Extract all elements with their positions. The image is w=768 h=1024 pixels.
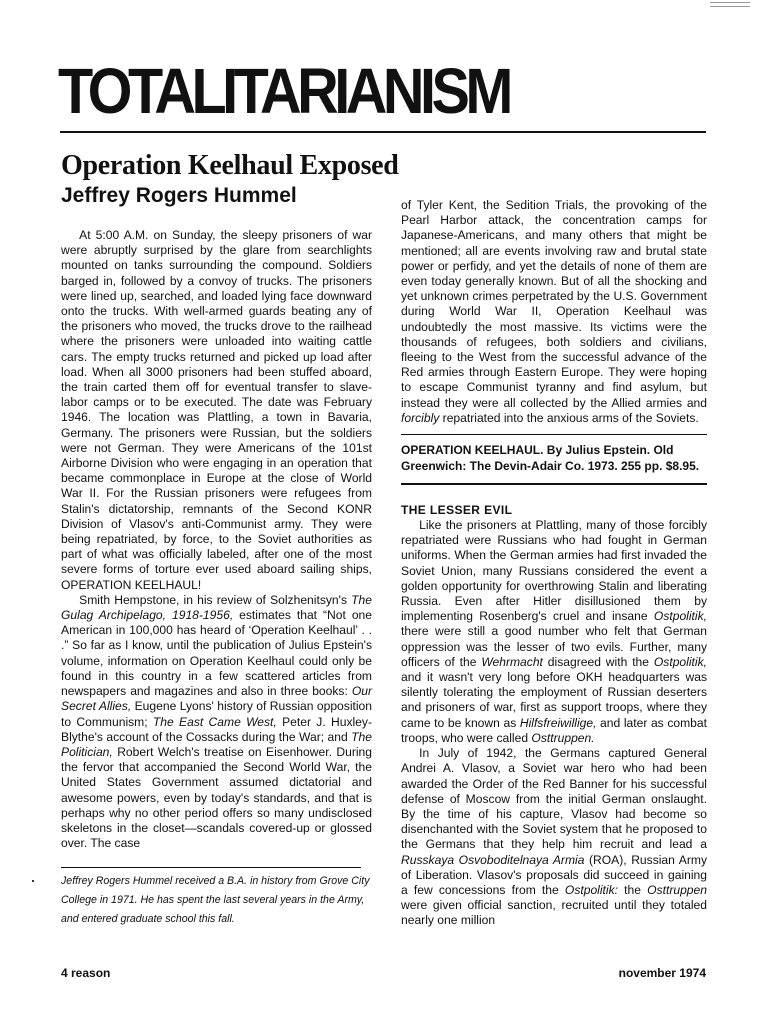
section-masthead: TOTALITARIANISM (58, 55, 509, 127)
page-folio: 4 reason (61, 966, 111, 980)
issue-date: november 1974 (618, 966, 706, 980)
scan-speck (32, 880, 34, 882)
bio-divider (61, 867, 361, 868)
lesser-evil-paragraph: Like the prisoners at Plattling, many of those forcibly repatriated were Russians who had fought in German uniforms. When the German armies had first invaded the Soviet Union, many Russians considered the event a golden opportunity for overthrowing Stalin and liberating Russia. Even after Hitler disillusioned them by implementing Rosenberg's cruel and insane Ostpolitik, there were still a good number who felt that German oppression was the lesser of two evils. Further, many officers of the Wehrmacht disagreed with the Ostpolitik, and it wasn't very long before OKH headquarters was silently tolerating the employment of Russian deserters and prisoners of war, first as support troops, where they came to be known as Hilfsfreiwillige, and later as combat troops, who were called Osttruppen. (401, 518, 707, 745)
vlasov-paragraph: In July of 1942, the Germans captured General Andrei A. Vlasov, a Soviet war hero who had been awarded the Order of the Red Banner for his successful defense of Moscow from the initial German onslaught. By the time of his capture, Vlasov had become so disenchanted with the Soviet system that he proposed to the Germans that they help him recruit and lead a Russkaya Osvoboditelnaya Armia (ROA), Russian Army of Liberation. Vlasov's proposals did succeed in gaining a few concessions from the Ostpolitik: the Osttruppen were given official sanction, recruited until they totaled nearly one million (401, 746, 707, 928)
right-column (401, 198, 707, 929)
book-ref-rule-bottom (401, 483, 707, 485)
article-author: Jeffrey Rogers Hummel (61, 184, 297, 207)
masthead-rule (60, 131, 706, 133)
book-ref-rule-top (401, 434, 707, 435)
left-column (61, 150, 399, 929)
article-title: Operation Keelhaul Exposed (61, 150, 399, 181)
book-reference: OPERATION KEELHAUL. By Julius Epstein. Old Greenwich: The Devin-Adair Co. 1973. 255 pp. $8.95. (401, 443, 700, 473)
hempstone-paragraph: Smith Hempstone, in his review of Solzhenitsyn's The Gulag Archipelago, 1918-1956, estimates that “Not one American in 100,000 has heard of ‘Operation Keelhaul’ . . .” So far as I know, until the publication of Julius Epstein's volume, information on Operation Keelhaul could only be found in this country in a few scattered articles from newspapers and magazines and also in three books: Our Secret Allies, Eugene Lyons' history of Russian opposition to Communism; The East Came West, Peter J. Huxley-Blythe's account of the Cossacks during the War; and The Politician, Robert Welch's treatise on Eisenhower. During the fervor that accompanied the Second World War, the United States Government assumed dictatorial and awesome powers, even by today's standards, and that is perhaps why no other period offers so many undisclosed skeletons in the closet—scandals covered-up or glossed over. The case (61, 592, 373, 851)
intro-paragraph: At 5:00 A.M. on Sunday, the sleepy prisoners of war were abruptly surprised by the glare from searchlights mounted on tanks surrounding the compound. Soldiers barged in, followed by a convoy of trucks. The prisoners were lined up, searched, and loaded lying face downward onto the trucks. With well-armed guards beating any of the prisoners who moved, the trucks drove to the railhead where the prisoners were unloaded into waiting cattle cars. The empty trucks returned and picked up load after load. When all 3000 prisoners had been stuffed aboard, the train carted them off for eventual transfer to slave-labor camps or to be executed. The date was February 1946. The location was Plattling, a town in Bavaria, Germany. The prisoners were Russian, but the soldiers were not German. They were Americans of the 101st Airborne Division who were engaging in an operation that became commonplace in Europe at the close of World War II. For the Russian prisoners were refugees from Stalin's dictatorship, remnants of the Second KONR Division of Vlasov's anti-Communist army. They were being repatriated, by force, to the Soviet authorities as part of what was officially labeled, after one of the most severe forms of torture ever used aboard sailing ships, OPERATION KEELHAUL! (61, 228, 372, 592)
continued-paragraph: of Tyler Kent, the Sedition Trials, the provoking of the Pearl Harbor attack, the concentration camps for Japanese-Americans, and many others that might be mentioned; all are events involving raw and brutal state power or perfidy, and yet the details of none of them are even today generally known. But of all the shocking and yet unknown crimes perpetrated by the U.S. Government during World War II, Operation Keelhaul was undoubtedly the most massive. Its victims were the thousands of refugees, both soldiers and civilians, fleeing to the West from the successful advance of the Red armies through Eastern Europe. They were hoping to escape Communist tyranny and find asylum, but instead they were all collected by the Allied armies and forcibly repatriated into the anxious arms of the Soviets. (401, 198, 707, 425)
scan-marks (710, 2, 750, 10)
author-bio: Jeffrey Rogers Hummel received a B.A. in history from Grove City College in 1971. He has spent the last several years in the Army, and entered graduate school this fall. (61, 875, 370, 926)
section-subhead: THE LESSER EVIL (401, 503, 513, 518)
